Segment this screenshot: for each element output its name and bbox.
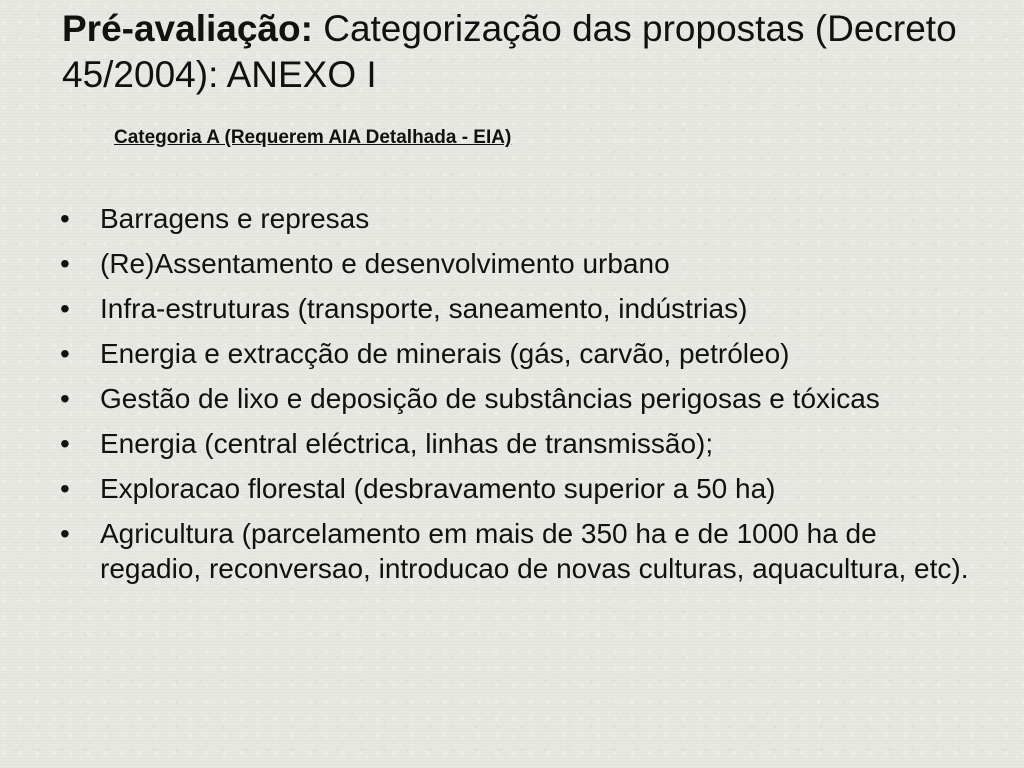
bullet-text: (Re)Assentamento e desenvolvimento urbano — [100, 248, 670, 279]
bullet-symbol: • — [60, 248, 70, 279]
bullet-item — [58, 426, 978, 461]
bullet-symbol: • — [60, 383, 70, 414]
bullet-text: Energia e extracção de minerais (gás, carvão, petróleo) — [100, 338, 790, 369]
bullet-item — [58, 246, 978, 281]
bullet-text: Infra-estruturas (transporte, saneamento, indústrias) — [100, 293, 748, 324]
bullet-text: Energia (central eléctrica, linhas de transmissão); — [100, 428, 714, 459]
bullet-list — [58, 201, 978, 596]
bullet-item — [58, 336, 978, 371]
bullet-symbol: • — [60, 518, 70, 549]
slide-title-bold: Pré-avaliação: — [62, 8, 313, 49]
slide-title-rest: Categorização das propostas (Decreto 45/2004): ANEXO I — [62, 8, 957, 95]
bullet-item — [58, 201, 978, 236]
bullet-text: Agricultura (parcelamento em mais de 350 ha e de 1000 ha de regadio, reconversao, introducao de novas culturas, aquacultura, etc). — [100, 518, 969, 584]
bullet-item — [58, 291, 978, 326]
slide-subtitle: Categoria A (Requerem AIA Detalhada - EIA) — [114, 127, 512, 148]
bullet-symbol: • — [60, 203, 70, 234]
bullet-item — [58, 516, 978, 586]
bullet-symbol: • — [60, 338, 70, 369]
bullet-text: Exploracao florestal (desbravamento superior a 50 ha) — [100, 473, 776, 504]
bullet-text: Gestão de lixo e deposição de substâncias perigosas e tóxicas — [100, 383, 880, 414]
bullet-item — [58, 471, 978, 506]
bullet-item — [58, 381, 978, 416]
bullet-symbol: • — [60, 473, 70, 504]
bullet-symbol: • — [60, 293, 70, 324]
bullet-symbol: • — [60, 428, 70, 459]
slide-title — [62, 6, 962, 98]
bullet-text: Barragens e represas — [100, 203, 370, 234]
